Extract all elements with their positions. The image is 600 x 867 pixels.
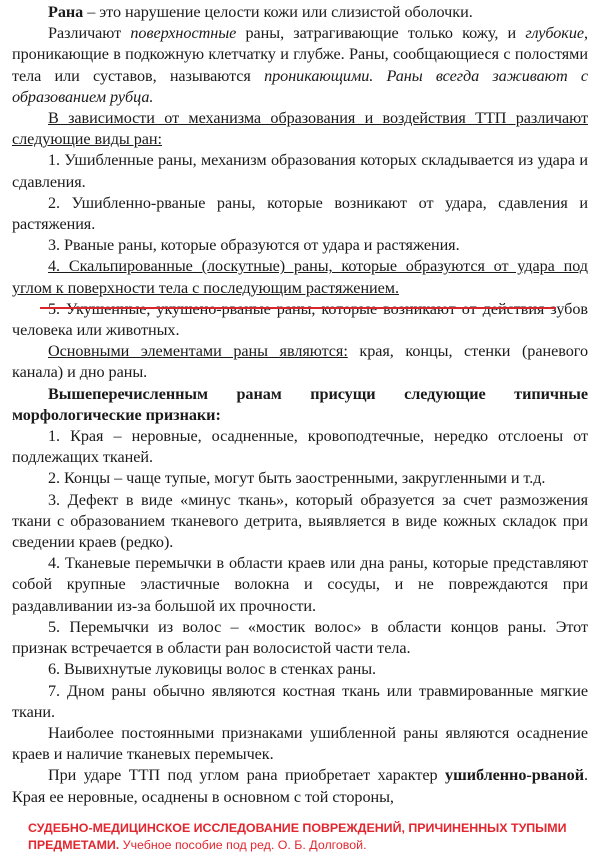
paragraph-type-4 xyxy=(12,256,588,298)
paragraph-feature-1 xyxy=(12,426,588,468)
caption-title: СУДЕБНО-МЕДИЦИНСКОЕ ИССЛЕДОВАНИЕ ПОВРЕЖДЕНИЙ, ПРИЧИНЕННЫХ ТУПЫМИ ПРЕДМЕТАМИ. xyxy=(28,821,567,852)
text-run: Раны всегда заживают с образованием рубца. xyxy=(12,66,588,106)
text-run: 4. Тканевые перемычки в области краев или дна раны, которые представляют собой крупные эластичные волокна и сосуды, и не повреждаются при раздавливании из-за большой их прочности. xyxy=(12,554,588,615)
text-run: Рана xyxy=(48,3,84,21)
text-run: 3. Рваные раны, которые образуются от удара и растяжения. xyxy=(48,236,460,255)
text-run: 5. Перемычки из волос – «мостик волос» в области концов раны. Этот признак встречается в области ран волосистой части тела. xyxy=(12,617,588,658)
text-run xyxy=(373,67,386,85)
paragraph-feature-4 xyxy=(12,553,588,617)
text-run: 2. Ушибленно-рваные раны, которые возникают от удара, сдавления и растяжения. xyxy=(12,193,588,234)
paragraph-angle-impact xyxy=(12,765,588,807)
paragraph-feature-5 xyxy=(12,617,588,659)
paragraph-superficial-deep xyxy=(12,23,588,108)
paragraph-feature-7 xyxy=(12,681,588,723)
paragraph-constant-signs xyxy=(12,723,588,765)
text-run: . Края ее неровные, осаднены в основном с той стороны, xyxy=(12,766,588,806)
paragraph-feature-3 xyxy=(12,490,588,554)
text-run: – это нарушение целости кожи или слизистой оболочки. xyxy=(83,3,473,21)
text-run: Наиболее постоянными признаками ушибленной раны являются осаднение краев и наличие тканевых перемычек. xyxy=(12,723,588,764)
text-run: Различают xyxy=(48,24,131,43)
text-run: 1. Края – неровные, осадненные, кровоподтечные, нередко отслоены от подлежащих тканей. xyxy=(12,427,588,467)
text-run: 1. Ушибленные раны, механизм образования которых складывается из удара и сдавления. xyxy=(12,151,588,191)
text-run: края, концы, стенки (раневого канала) и дно раны. xyxy=(12,342,588,382)
paragraph-definition xyxy=(12,0,588,23)
paragraph-feature-6 xyxy=(12,659,588,680)
text-run: Вышеперечисленным ранам присущи следующие типичные морфологические признаки: xyxy=(12,384,588,424)
red-highlight-line xyxy=(40,307,556,309)
text-run: проникающими. xyxy=(264,66,374,85)
text-run: 4. Скальпированные (лоскутные) раны, которые образуются от удара под углом к поверхности тела с последующим растяжением. xyxy=(12,257,588,297)
paragraph-type-5 xyxy=(12,299,588,341)
text-run: В зависимости от механизма образования и воздействия ТТП различают следующие виды ран: xyxy=(12,109,588,149)
text-run: поверхностные xyxy=(130,24,237,43)
text-run: Основными элементами раны являются: xyxy=(48,342,348,361)
paragraph-features-intro xyxy=(12,384,588,426)
paragraph-feature-2 xyxy=(12,468,588,489)
paragraph-type-1 xyxy=(12,150,588,192)
text-run: 6. Вывихнутые луковицы волос в стенках раны. xyxy=(48,660,377,679)
text-run: раны, затрагивающие только кожу, и xyxy=(236,24,526,43)
paragraph-types-intro xyxy=(12,108,588,150)
paragraph-type-3 xyxy=(12,235,588,256)
text-run: глубокие xyxy=(525,24,584,43)
text-run: , проникающие в подкожную клетчатку и глубже. Раны, сообщающиеся с полостями тела или суставов, называются xyxy=(12,24,588,85)
text-run: При ударе ТТП под углом рана приобретает характер xyxy=(48,766,446,785)
textbook-page xyxy=(12,0,588,810)
source-caption xyxy=(28,820,584,854)
text-run: 5. Укушенные, укушено-рваные раны, которые возникают от действия зубов человека или животных. xyxy=(12,299,588,340)
paragraph-type-2 xyxy=(12,193,588,235)
text-run: 2. Концы – чаще тупые, могут быть заостренными, закругленными и т.д. xyxy=(48,469,546,488)
paragraph-elements xyxy=(12,341,588,383)
text-run: ушибленно-рваной xyxy=(445,766,584,785)
caption-source: Учебное пособие под ред. О. Б. Долговой. xyxy=(119,838,367,852)
text-run: 7. Дном раны обычно являются костная ткань или травмированные мягкие ткани. xyxy=(12,681,588,721)
text-run: 3. Дефект в виде «минус ткань», который образуется за счет размозжения ткани с образованием тканевого детрита, выявляется в виде кожных складок при сведении краев (редко). xyxy=(12,490,588,552)
